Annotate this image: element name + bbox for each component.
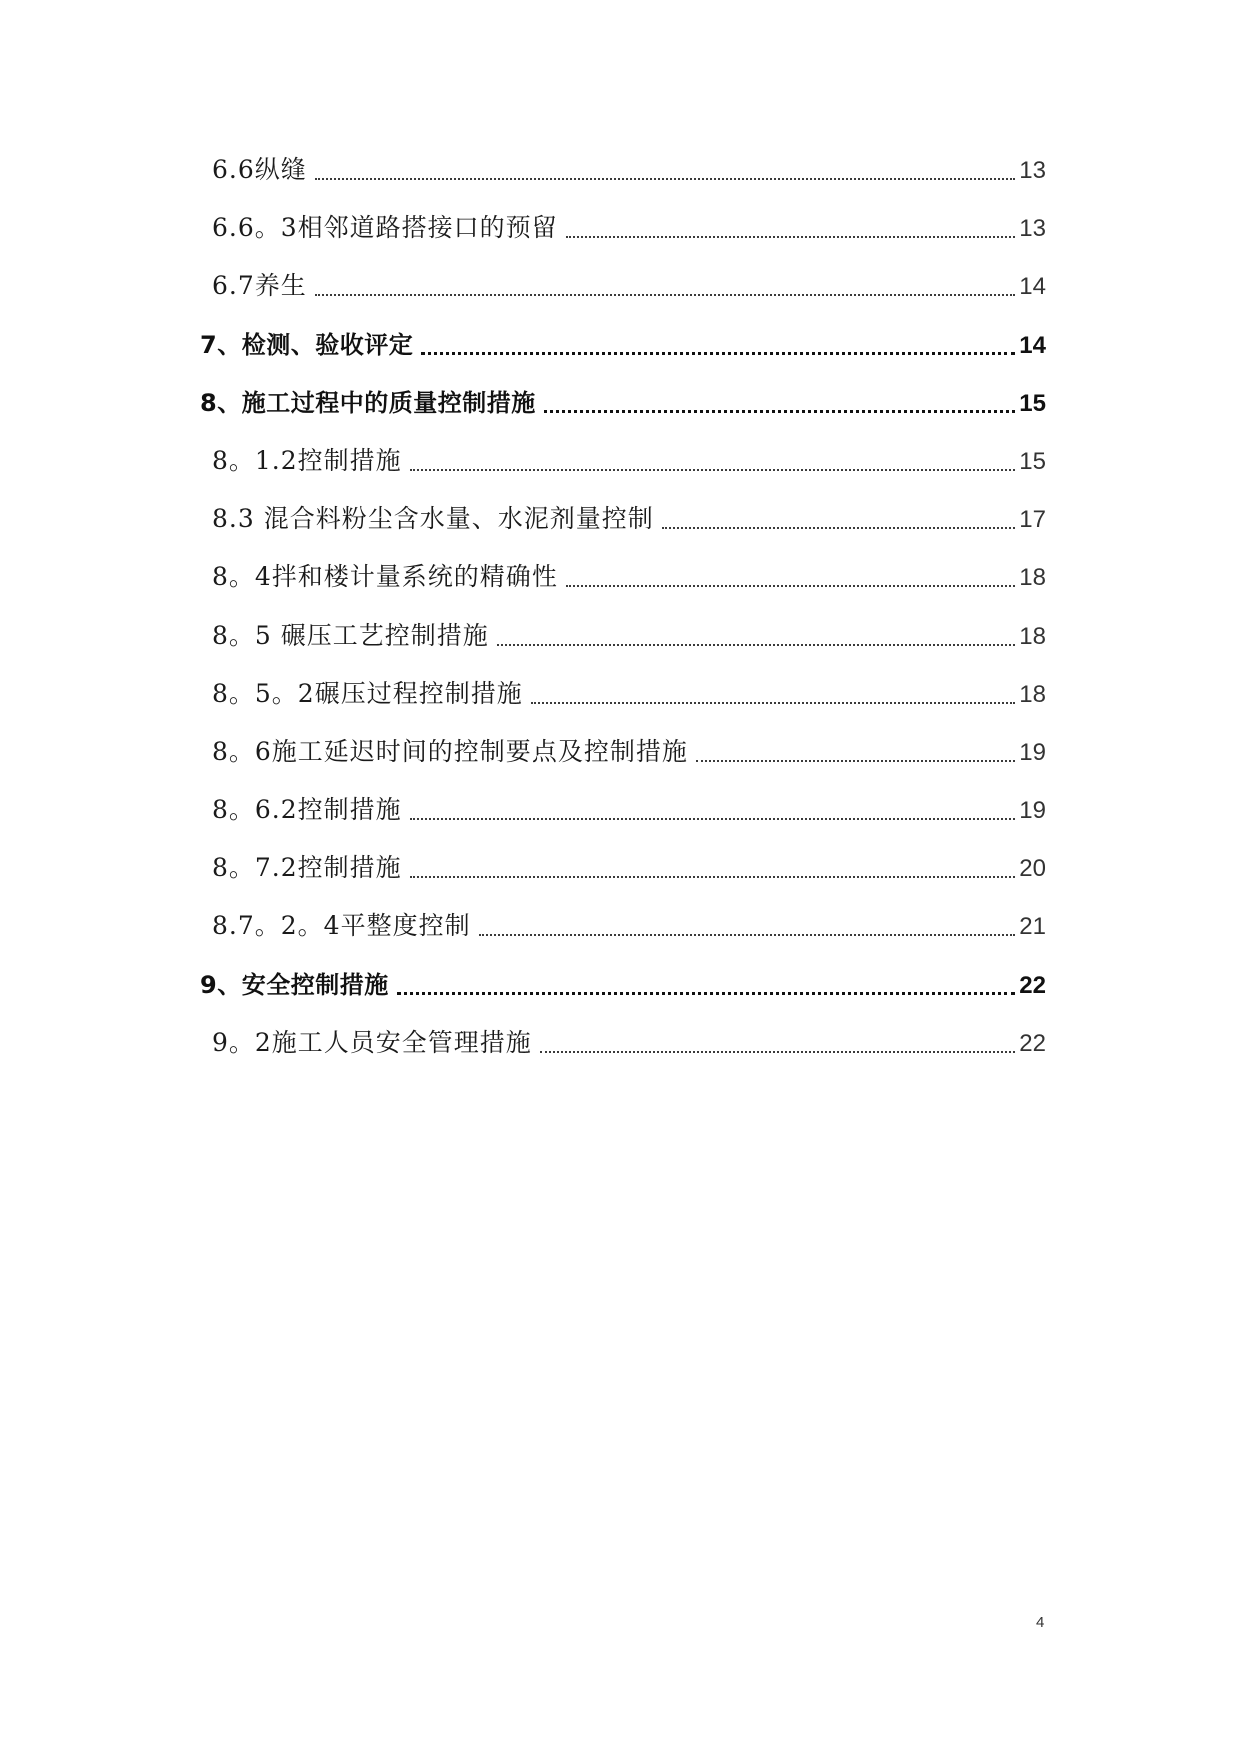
dot-leader: [315, 178, 1016, 180]
toc-entry-page: 21: [1019, 913, 1046, 941]
toc-entry-page: 15: [1019, 389, 1046, 417]
toc-entry-page: 22: [1019, 1029, 1046, 1057]
dot-leader: [544, 410, 1016, 413]
toc-entry: [0, 909, 1241, 967]
dot-leader: [531, 702, 1016, 704]
toc-entry: [0, 560, 1241, 618]
toc-entry-label: 8。1.2控制措施: [212, 445, 402, 475]
toc-entry-page: 22: [1019, 971, 1046, 999]
toc-entry-page: 20: [1019, 855, 1046, 883]
toc-entry-page: 13: [1019, 157, 1046, 184]
toc-entry-label: 8。7.2控制措施: [212, 853, 402, 883]
toc-entry-page: 17: [1019, 506, 1046, 534]
dot-leader: [479, 934, 1016, 936]
page-number: 4: [1036, 1614, 1045, 1631]
toc-chapter-entry: [0, 386, 1241, 444]
toc-entry-label: 8.7。2。4平整度控制: [212, 911, 471, 941]
toc-entry-label: 8。5。2碾压过程控制措施: [212, 678, 523, 708]
dot-leader: [410, 876, 1016, 878]
toc-entry: [0, 793, 1241, 851]
toc-entry: [0, 502, 1241, 560]
dot-leader: [662, 527, 1016, 529]
toc-entry-page: 19: [1019, 797, 1046, 825]
toc-entry: [0, 153, 1241, 211]
toc-entry-label: 8。6施工延迟时间的控制要点及控制措施: [212, 736, 688, 766]
toc-entry-label: 9。2施工人员安全管理措施: [212, 1027, 532, 1057]
dot-leader: [540, 1051, 1015, 1053]
toc-entry-label: 8。5 碾压工艺控制措施: [212, 620, 489, 650]
toc-entry-label: 6.7养生: [212, 271, 307, 301]
toc-entry-label: 6.6。3相邻道路搭接口的预留: [212, 213, 558, 243]
toc-entry: [0, 619, 1241, 677]
dot-leader: [566, 236, 1016, 238]
toc-entry-page: 19: [1019, 738, 1046, 766]
toc-entry: [0, 269, 1241, 327]
toc-entry-page: 18: [1019, 680, 1046, 708]
toc-entry-label: 8。6.2控制措施: [212, 795, 402, 825]
dot-leader: [315, 294, 1016, 296]
toc-entry-label: 8、施工过程中的质量控制措施: [200, 388, 536, 417]
dot-leader: [421, 352, 1015, 355]
toc-entry: [0, 851, 1241, 909]
toc-chapter-entry: [0, 968, 1241, 1026]
toc-entry-label: 9、安全控制措施: [200, 970, 389, 999]
dot-leader: [566, 585, 1015, 587]
dot-leader: [410, 469, 1016, 471]
dot-leader: [497, 644, 1016, 646]
toc-entry-label: 8.3 混合料粉尘含水量、水泥剂量控制: [212, 504, 654, 534]
toc-entry: [0, 211, 1241, 269]
toc-entry-page: 14: [1019, 331, 1046, 359]
toc-entry-page: 13: [1019, 215, 1046, 243]
toc-entry-label: 7、检测、验收评定: [200, 330, 414, 359]
dot-leader: [696, 760, 1015, 762]
toc-chapter-entry: [0, 328, 1241, 386]
dot-leader: [397, 992, 1016, 995]
toc-entry: [0, 735, 1241, 793]
toc-entry: [0, 677, 1241, 735]
toc-entry: [0, 1026, 1241, 1084]
toc-entry-label: 6.6纵缝: [212, 155, 307, 184]
toc-entry-page: 14: [1019, 273, 1046, 301]
toc-entry-label: 8。4拌和楼计量系统的精确性: [212, 562, 558, 592]
toc-entry-page: 15: [1019, 447, 1046, 475]
dot-leader: [410, 818, 1016, 820]
toc-entry-page: 18: [1019, 564, 1046, 592]
toc-entry-page: 18: [1019, 622, 1046, 650]
toc-entry: [0, 444, 1241, 502]
table-of-contents: [0, 153, 1241, 1084]
